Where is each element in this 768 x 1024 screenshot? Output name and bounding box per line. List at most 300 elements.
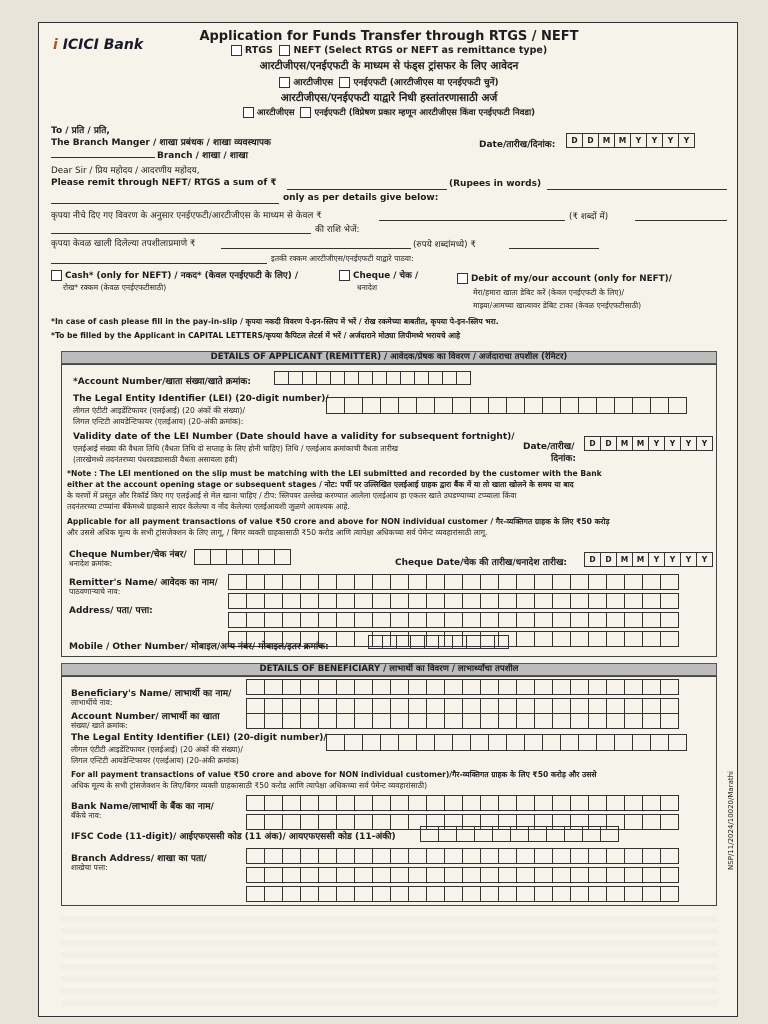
entry-box[interactable] [606,679,625,695]
date-boxes[interactable]: D D M M Y Y Y Y [567,133,695,148]
entry-box[interactable] [372,593,391,609]
entry-box[interactable] [372,371,387,385]
entry-box[interactable] [480,795,499,811]
entry-box[interactable] [588,612,607,628]
entry-box[interactable] [510,826,529,842]
entry-box[interactable] [462,612,481,628]
account-number-boxes[interactable] [275,371,471,385]
entry-box[interactable] [660,713,679,729]
entry-box[interactable] [390,698,409,714]
entry-box[interactable] [316,371,331,385]
entry-box[interactable] [330,371,345,385]
entry-box[interactable] [600,826,619,842]
entry-box[interactable] [642,612,661,628]
entry-box[interactable] [274,549,291,565]
entry-box[interactable] [258,549,275,565]
entry-box[interactable] [588,698,607,714]
entry-box[interactable] [498,612,517,628]
entry-box[interactable] [534,612,553,628]
entry-box[interactable] [426,713,445,729]
entry-box[interactable] [318,886,337,902]
entry-box[interactable] [452,635,467,649]
entry-box[interactable] [318,698,337,714]
entry-box[interactable] [390,795,409,811]
entry-box[interactable] [354,867,373,883]
entry-box[interactable] [282,713,301,729]
entry-box[interactable] [362,734,381,751]
entry-box[interactable] [534,848,553,864]
entry-box[interactable] [480,635,495,649]
entry-box[interactable] [426,848,445,864]
entry-box[interactable] [552,886,571,902]
entry-box[interactable] [300,612,319,628]
entry-box[interactable] [336,814,355,830]
entry-box[interactable] [354,593,373,609]
entry-box[interactable] [390,679,409,695]
entry-box[interactable] [246,795,265,811]
entry-box[interactable] [302,371,317,385]
entry-box[interactable] [408,848,427,864]
entry-box[interactable] [474,826,493,842]
entry-box[interactable] [552,593,571,609]
entry-box[interactable] [668,397,687,414]
entry-box[interactable] [588,867,607,883]
entry-box[interactable] [470,734,489,751]
entry-box[interactable] [660,867,679,883]
entry-box[interactable] [570,867,589,883]
entry-box[interactable] [516,848,535,864]
entry-box[interactable] [380,734,399,751]
entry-box[interactable] [632,734,651,751]
entry-box[interactable] [480,867,499,883]
entry-box[interactable] [282,848,301,864]
entry-box[interactable] [516,867,535,883]
entry-box[interactable] [408,574,427,590]
entry-box[interactable] [408,713,427,729]
entry-box[interactable] [498,574,517,590]
entry-box[interactable] [354,886,373,902]
entry-box[interactable] [282,612,301,628]
entry-box[interactable] [390,574,409,590]
cheque-date-boxes[interactable]: D D M M Y Y Y Y [585,552,713,567]
entry-box[interactable] [444,698,463,714]
entry-box[interactable] [410,635,425,649]
entry-box[interactable] [318,795,337,811]
entry-box[interactable] [624,867,643,883]
entry-box[interactable] [606,593,625,609]
entry-box[interactable] [354,795,373,811]
entry-box[interactable] [462,713,481,729]
entry-box[interactable] [318,593,337,609]
entry-box[interactable] [264,574,283,590]
entry-box[interactable] [506,397,525,414]
entry-box[interactable] [434,734,453,751]
entry-box[interactable] [578,397,597,414]
entry-box[interactable] [560,397,579,414]
entry-box[interactable] [614,397,633,414]
entry-box[interactable] [588,631,607,647]
entry-box[interactable] [246,814,265,830]
entry-box[interactable] [552,848,571,864]
entry-box[interactable] [624,698,643,714]
entry-box[interactable] [534,679,553,695]
entry-box[interactable] [318,574,337,590]
entry-box[interactable] [264,593,283,609]
entry-box[interactable] [344,371,359,385]
entry-box[interactable] [552,679,571,695]
beneficiary-name-boxes-1[interactable] [247,679,679,695]
entry-box[interactable] [588,886,607,902]
entry-box[interactable] [408,867,427,883]
entry-box[interactable] [264,867,283,883]
entry-box[interactable] [390,886,409,902]
entry-box[interactable] [426,574,445,590]
entry-box[interactable] [624,631,643,647]
entry-box[interactable] [588,713,607,729]
entry-box[interactable] [372,574,391,590]
entry-box[interactable] [372,679,391,695]
entry-box[interactable] [570,886,589,902]
entry-box[interactable] [336,612,355,628]
entry-box[interactable] [488,734,507,751]
entry-box[interactable] [372,867,391,883]
entry-box[interactable] [642,795,661,811]
entry-box[interactable] [424,635,439,649]
entry-box[interactable] [524,397,543,414]
entry-box[interactable] [282,593,301,609]
entry-box[interactable] [390,848,409,864]
remitter-name-boxes-1[interactable] [229,574,679,590]
entry-box[interactable] [606,713,625,729]
entry-box[interactable] [462,593,481,609]
entry-box[interactable] [246,679,265,695]
entry-box[interactable] [480,713,499,729]
entry-box[interactable] [480,612,499,628]
entry-box[interactable] [552,795,571,811]
entry-box[interactable] [462,698,481,714]
entry-box[interactable] [624,814,643,830]
entry-box[interactable] [498,867,517,883]
mr-words-line[interactable] [509,248,599,249]
entry-box[interactable] [642,574,661,590]
entry-box[interactable] [426,886,445,902]
entry-box[interactable] [660,631,679,647]
entry-box[interactable] [416,734,435,751]
entry-box[interactable] [642,593,661,609]
beneficiary-account-boxes[interactable] [247,713,679,729]
entry-box[interactable] [318,814,337,830]
entry-box[interactable] [570,713,589,729]
entry-box[interactable] [282,698,301,714]
entry-box[interactable] [318,713,337,729]
cheque-number-boxes[interactable] [195,549,291,565]
entry-box[interactable] [534,886,553,902]
hi-words-line-2[interactable] [51,233,311,234]
entry-box[interactable] [318,848,337,864]
applicant-lei-boxes[interactable] [327,397,687,414]
entry-box[interactable] [642,698,661,714]
entry-box[interactable] [462,867,481,883]
entry-box[interactable] [660,574,679,590]
rtgs-checkbox-mr[interactable] [243,107,254,118]
entry-box[interactable] [606,848,625,864]
entry-box[interactable] [552,713,571,729]
branch-address-boxes-2[interactable] [247,867,679,883]
entry-box[interactable] [246,574,265,590]
branch-address-boxes-1[interactable] [247,848,679,864]
entry-box[interactable] [428,371,443,385]
validity-date-boxes[interactable]: D D M M Y Y Y Y [585,436,713,451]
entry-box[interactable] [368,635,383,649]
entry-box[interactable] [480,886,499,902]
entry-box[interactable] [624,848,643,864]
entry-box[interactable] [228,574,247,590]
entry-box[interactable] [552,867,571,883]
entry-box[interactable] [372,848,391,864]
entry-box[interactable] [528,826,547,842]
entry-box[interactable] [588,574,607,590]
entry-box[interactable] [570,795,589,811]
entry-box[interactable] [534,698,553,714]
entry-box[interactable] [480,574,499,590]
entry-box[interactable] [596,734,615,751]
entry-box[interactable] [606,795,625,811]
entry-box[interactable] [300,814,319,830]
entry-box[interactable] [420,826,439,842]
entry-box[interactable] [660,886,679,902]
entry-box[interactable] [516,886,535,902]
mr-words-line-2[interactable] [51,263,267,264]
entry-box[interactable] [624,574,643,590]
ifsc-boxes[interactable] [421,826,619,842]
entry-box[interactable] [498,886,517,902]
entry-box[interactable] [372,612,391,628]
entry-box[interactable] [624,612,643,628]
entry-box[interactable] [300,679,319,695]
entry-box[interactable] [228,612,247,628]
entry-box[interactable] [660,612,679,628]
entry-box[interactable] [444,713,463,729]
entry-box[interactable] [426,612,445,628]
entry-box[interactable] [624,679,643,695]
entry-box[interactable] [354,848,373,864]
entry-box[interactable] [416,397,435,414]
entry-box[interactable] [534,795,553,811]
entry-box[interactable] [546,826,565,842]
entry-box[interactable] [650,734,669,751]
entry-box[interactable] [624,795,643,811]
entry-box[interactable] [300,867,319,883]
beneficiary-name-boxes-2[interactable] [247,698,679,714]
entry-box[interactable] [570,848,589,864]
entry-box[interactable] [442,371,457,385]
entry-box[interactable] [390,713,409,729]
entry-box[interactable] [516,679,535,695]
entry-box[interactable] [414,371,429,385]
entry-box[interactable] [452,397,471,414]
entry-box[interactable] [426,679,445,695]
entry-box[interactable] [570,612,589,628]
entry-box[interactable] [390,867,409,883]
entry-box[interactable] [426,593,445,609]
entry-box[interactable] [516,795,535,811]
entry-box[interactable] [552,574,571,590]
entry-box[interactable] [246,713,265,729]
entry-box[interactable] [480,679,499,695]
branch-name-line[interactable] [51,157,155,158]
entry-box[interactable] [462,848,481,864]
entry-box[interactable] [426,867,445,883]
entry-box[interactable] [534,593,553,609]
entry-box[interactable] [326,734,345,751]
entry-box[interactable] [660,848,679,864]
entry-box[interactable] [398,397,417,414]
entry-box[interactable] [570,698,589,714]
entry-box[interactable] [642,713,661,729]
entry-box[interactable] [606,886,625,902]
entry-box[interactable] [444,593,463,609]
entry-box[interactable] [264,679,283,695]
entry-box[interactable] [264,612,283,628]
entry-box[interactable] [318,867,337,883]
entry-box[interactable] [336,867,355,883]
entry-box[interactable] [386,371,401,385]
amount-mr-line[interactable] [221,248,411,249]
entry-box[interactable] [246,848,265,864]
entry-box[interactable] [660,698,679,714]
entry-box[interactable] [570,679,589,695]
entry-box[interactable] [264,713,283,729]
entry-box[interactable] [642,631,661,647]
entry-box[interactable] [642,814,661,830]
entry-box[interactable] [570,593,589,609]
entry-box[interactable] [390,814,409,830]
entry-box[interactable] [408,886,427,902]
entry-box[interactable] [606,612,625,628]
entry-box[interactable] [438,826,457,842]
entry-box[interactable] [282,814,301,830]
entry-box[interactable] [552,631,571,647]
entry-box[interactable] [516,713,535,729]
rtgs-checkbox-hi[interactable] [279,77,290,88]
entry-box[interactable] [624,713,643,729]
entry-box[interactable] [606,574,625,590]
entry-box[interactable] [588,593,607,609]
neft-checkbox[interactable] [279,45,290,56]
entry-box[interactable] [300,593,319,609]
entry-box[interactable] [318,679,337,695]
entry-box[interactable] [438,635,453,649]
entry-box[interactable] [524,734,543,751]
entry-box[interactable] [660,593,679,609]
entry-box[interactable] [372,814,391,830]
entry-box[interactable] [246,698,265,714]
entry-box[interactable] [534,631,553,647]
entry-box[interactable] [300,713,319,729]
entry-box[interactable] [542,397,561,414]
entry-box[interactable] [274,371,289,385]
entry-box[interactable] [516,612,535,628]
entry-box[interactable] [288,371,303,385]
entry-box[interactable] [588,679,607,695]
entry-box[interactable] [660,679,679,695]
entry-box[interactable] [354,713,373,729]
neft-checkbox-mr[interactable] [300,107,311,118]
entry-box[interactable] [470,397,489,414]
entry-box[interactable] [444,574,463,590]
entry-box[interactable] [282,867,301,883]
entry-box[interactable] [390,612,409,628]
entry-box[interactable] [588,848,607,864]
entry-box[interactable] [588,795,607,811]
entry-box[interactable] [282,574,301,590]
entry-box[interactable] [462,679,481,695]
entry-box[interactable] [336,886,355,902]
entry-box[interactable] [642,886,661,902]
entry-box[interactable] [596,397,615,414]
entry-box[interactable] [264,814,283,830]
entry-box[interactable] [246,867,265,883]
entry-box[interactable] [336,679,355,695]
entry-box[interactable] [300,886,319,902]
entry-box[interactable] [396,635,411,649]
entry-box[interactable] [300,848,319,864]
entry-box[interactable] [456,826,475,842]
entry-box[interactable] [642,679,661,695]
entry-box[interactable] [462,574,481,590]
cash-checkbox[interactable] [51,270,62,281]
entry-box[interactable] [408,698,427,714]
entry-box[interactable] [326,397,345,414]
entry-box[interactable] [372,795,391,811]
entry-box[interactable] [300,795,319,811]
amount-figures-line[interactable] [287,189,447,190]
entry-box[interactable] [264,848,283,864]
entry-box[interactable] [516,574,535,590]
entry-box[interactable] [264,886,283,902]
entry-box[interactable] [444,886,463,902]
amount-words-line[interactable] [547,189,727,190]
entry-box[interactable] [372,698,391,714]
entry-box[interactable] [444,795,463,811]
entry-box[interactable] [650,397,669,414]
entry-box[interactable] [462,795,481,811]
entry-box[interactable] [242,549,259,565]
entry-box[interactable] [318,612,337,628]
entry-box[interactable] [498,848,517,864]
cheque-checkbox[interactable] [339,270,350,281]
entry-box[interactable] [534,867,553,883]
entry-box[interactable] [494,635,509,649]
entry-box[interactable] [498,713,517,729]
debit-checkbox[interactable] [457,273,468,284]
entry-box[interactable] [226,549,243,565]
entry-box[interactable] [660,795,679,811]
entry-box[interactable] [372,713,391,729]
entry-box[interactable] [498,698,517,714]
amount-words-line-2[interactable] [51,203,279,204]
entry-box[interactable] [498,795,517,811]
entry-box[interactable] [336,631,355,647]
entry-box[interactable] [492,826,511,842]
entry-box[interactable] [506,734,525,751]
entry-box[interactable] [480,593,499,609]
entry-box[interactable] [642,848,661,864]
entry-box[interactable] [246,612,265,628]
entry-box[interactable] [336,593,355,609]
entry-box[interactable] [624,593,643,609]
entry-box[interactable] [552,612,571,628]
